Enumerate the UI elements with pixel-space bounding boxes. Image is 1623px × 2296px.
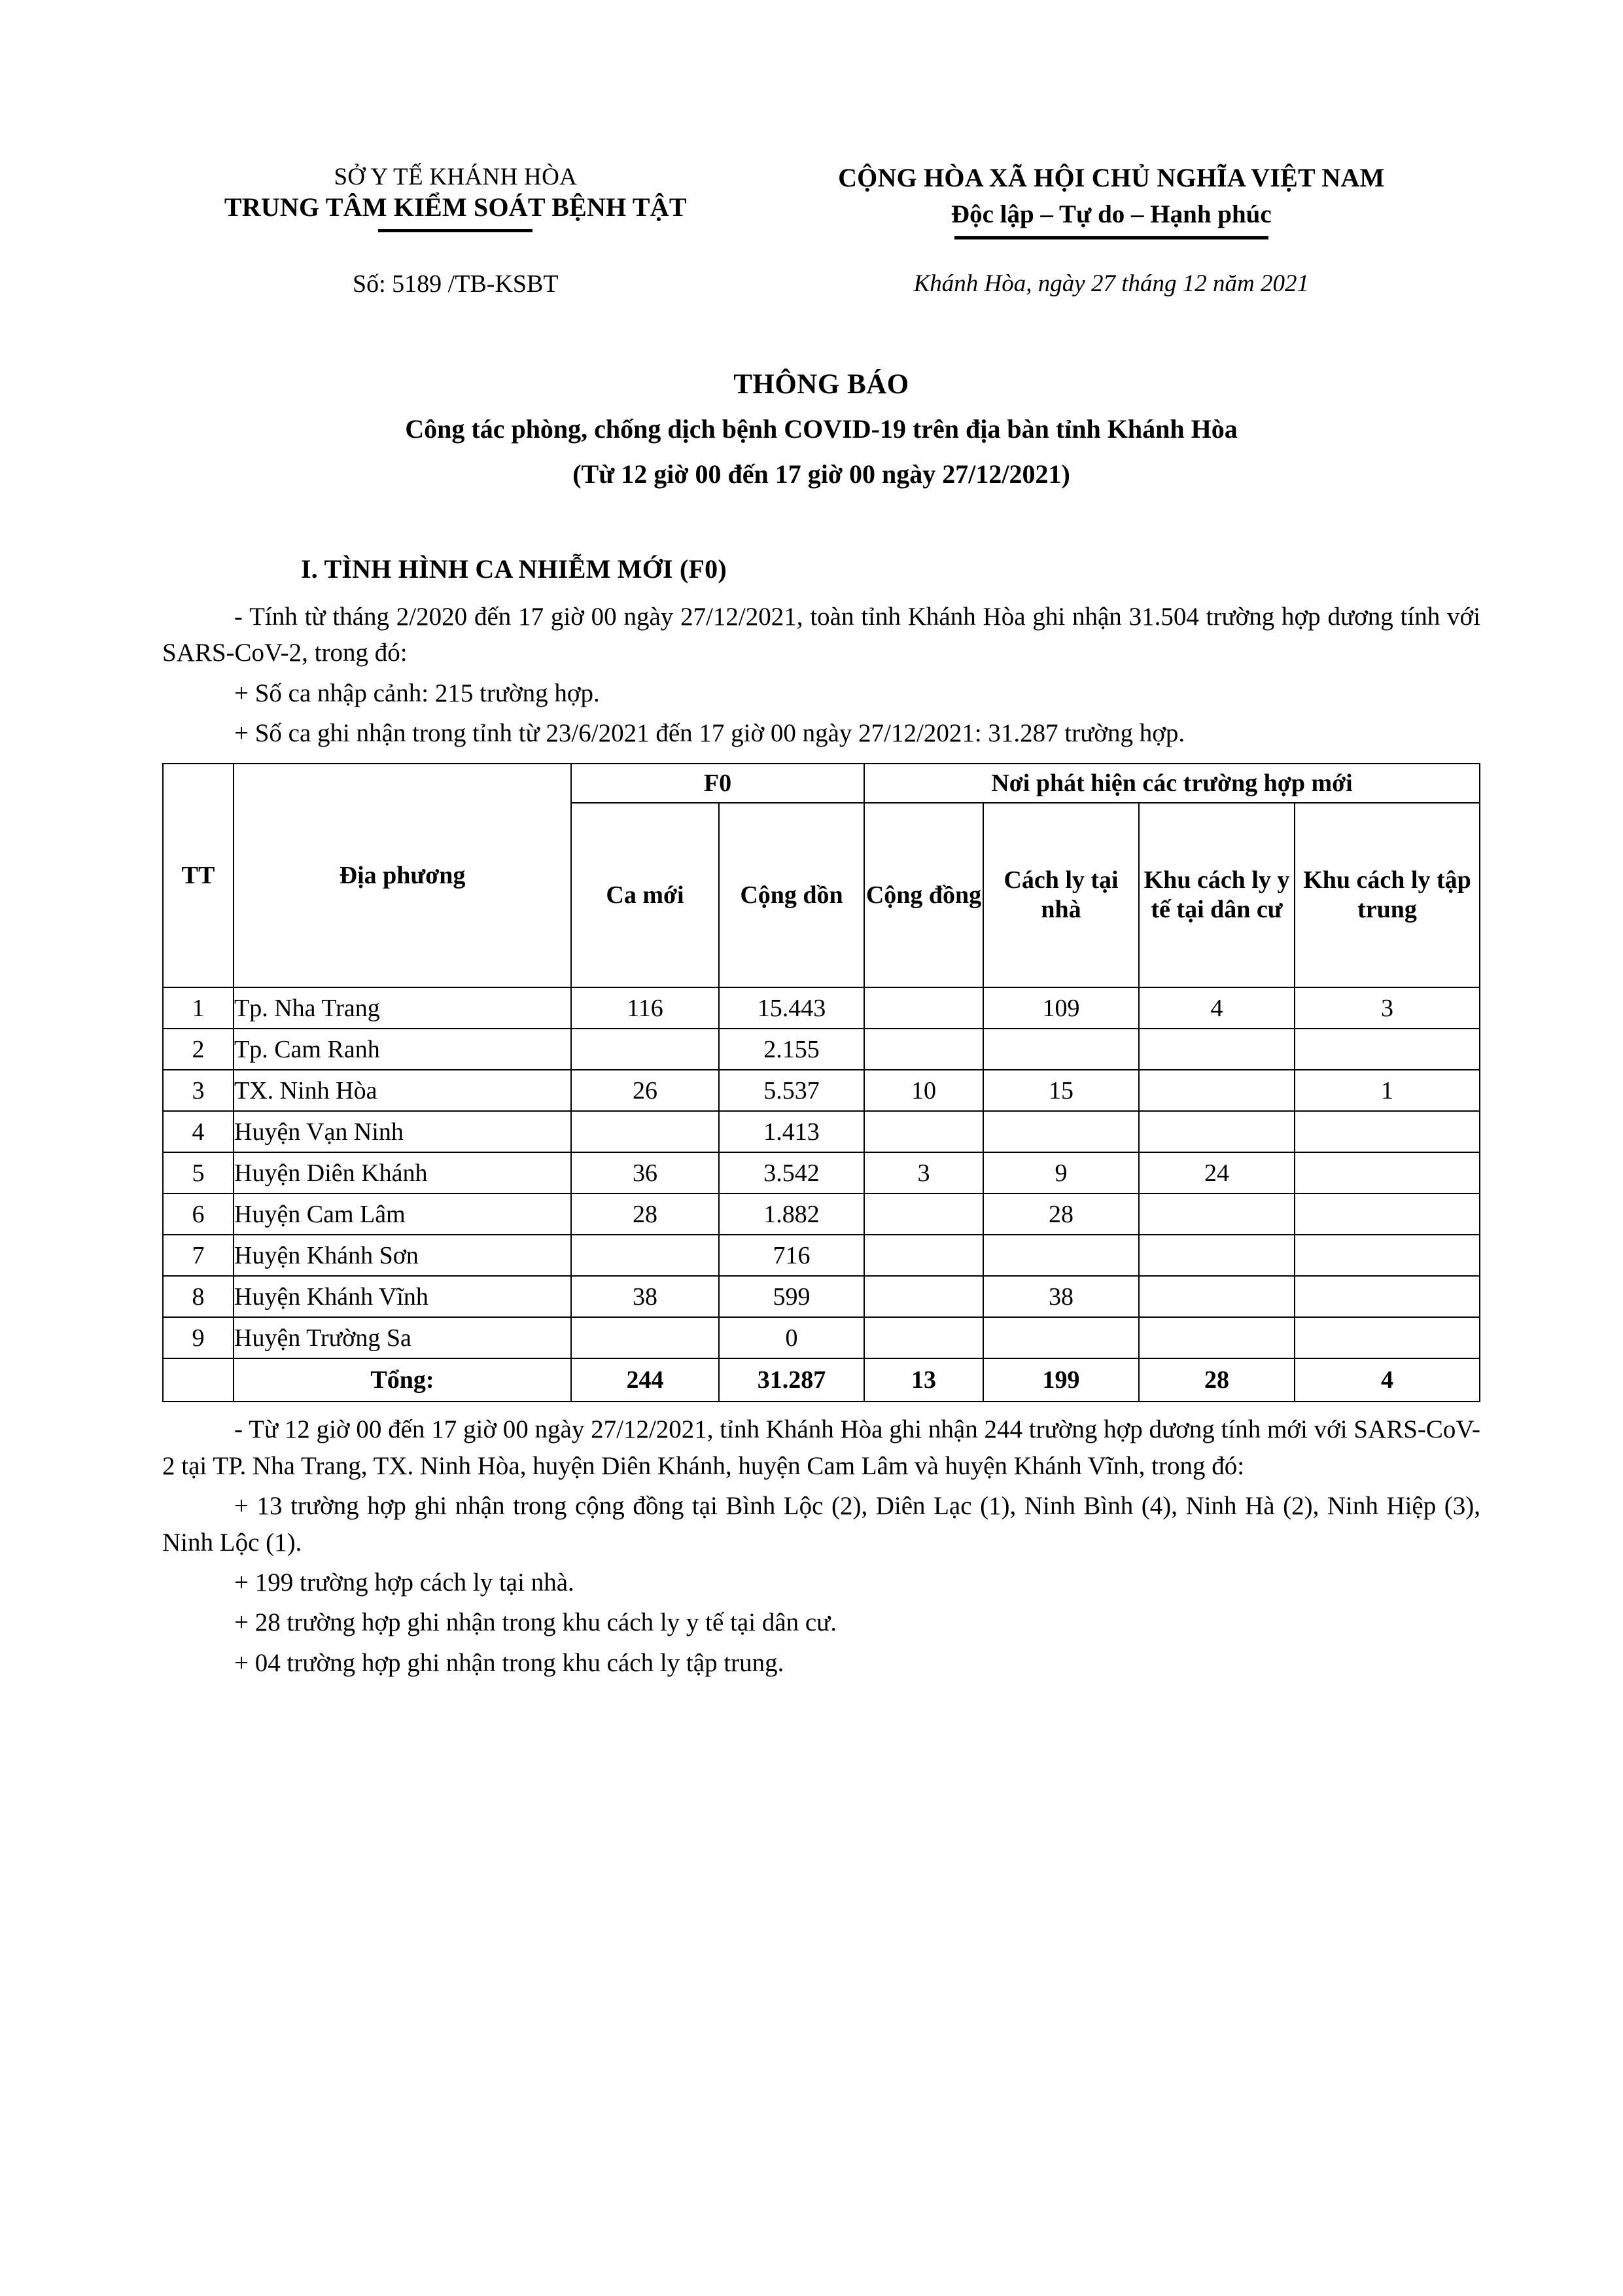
cell-home-isolation: 15 [983, 1070, 1139, 1111]
table-header [163, 764, 1480, 987]
cell-tt: 7 [163, 1235, 234, 1276]
cell-locality: Huyện Cam Lâm [234, 1193, 571, 1235]
document-title-block [162, 366, 1480, 493]
cell-home-isolation [983, 1111, 1139, 1152]
cell-cumulative: 1.882 [719, 1193, 864, 1235]
cell-home-isolation [983, 1317, 1139, 1358]
paragraph-home-isolation-cases: + 199 trường hợp cách ly tại nhà. [234, 1568, 574, 1597]
cell-tt: 6 [163, 1193, 234, 1235]
cell-locality: Huyện Vạn Ninh [234, 1111, 571, 1152]
place-and-date: Khánh Hòa, ngày 27 tháng 12 năm 2021 [913, 270, 1309, 298]
document-header [162, 162, 1480, 239]
table-body [163, 987, 1480, 1402]
cell-centralized-isolation [1295, 1317, 1480, 1358]
cell-centralized-isolation: 3 [1295, 987, 1480, 1029]
cell-new-cases: 28 [571, 1193, 719, 1235]
cell-total-centralized-isolation: 4 [1295, 1358, 1480, 1402]
cell-new-cases: 116 [571, 987, 719, 1029]
cell-total-home-isolation: 199 [983, 1358, 1139, 1402]
cell-community [864, 1235, 983, 1276]
country-name: CỘNG HÒA XÃ HỘI CHỦ NGHĨA VIỆT NAM [838, 163, 1385, 192]
table-total-row [163, 1358, 1480, 1402]
cell-cumulative: 0 [719, 1317, 864, 1358]
paragraph-residential-isolation-cases: + 28 trường hợp ghi nhận trong khu cách ly y tế tại dân cư. [234, 1608, 837, 1637]
col-header-new-cases: Ca mới [571, 803, 719, 987]
cell-tt: 2 [163, 1029, 234, 1070]
cell-cumulative: 3.542 [719, 1152, 864, 1193]
cell-centralized-isolation [1295, 1029, 1480, 1070]
cell-locality: Huyện Diên Khánh [234, 1152, 571, 1193]
header-divider-left [378, 229, 532, 232]
department-name: SỞ Y TẾ KHÁNH HÒA [334, 164, 578, 190]
table-header-group-row [163, 764, 1480, 803]
title-subject-line-1: Công tác phòng, chống dịch bệnh COVID-19 trên địa bàn tỉnh Khánh Hòa [405, 414, 1238, 444]
cell-new-cases: 36 [571, 1152, 719, 1193]
cell-tt: 3 [163, 1070, 234, 1111]
cases-by-locality-table [162, 763, 1480, 1402]
cell-centralized-isolation [1295, 1276, 1480, 1317]
col-header-centralized-isolation: Khu cách ly tập trung [1295, 803, 1480, 987]
cell-residential-isolation [1139, 1317, 1295, 1358]
national-heading-block [742, 162, 1480, 239]
cell-community [864, 1029, 983, 1070]
col-header-home-isolation: Cách ly tại nhà [983, 803, 1139, 987]
cell-locality: Tp. Nha Trang [234, 987, 571, 1029]
cell-centralized-isolation [1295, 1193, 1480, 1235]
cell-residential-isolation [1139, 1029, 1295, 1070]
cell-community: 10 [864, 1070, 983, 1111]
issuing-organization-block [162, 162, 742, 232]
cell-community: 3 [864, 1152, 983, 1193]
cell-new-cases [571, 1111, 719, 1152]
document-number: Số: 5189 /TB-KSBT [352, 270, 559, 298]
cell-residential-isolation: 4 [1139, 987, 1295, 1029]
cell-tt: 4 [163, 1111, 234, 1152]
paragraph-community-cases: + 13 trường hợp ghi nhận trong cộng đồng tại Bình Lộc (2), Diên Lạc (1), Ninh Bình (4), Ninh Hà (2), Ninh Hiệp (3), Ninh Lộc (1). [162, 1492, 1480, 1557]
cell-new-cases [571, 1317, 719, 1358]
cell-cumulative: 599 [719, 1276, 864, 1317]
title-subject-line-2: (Từ 12 giờ 00 đến 17 giờ 00 ngày 27/12/2021) [572, 459, 1070, 489]
cell-tt: 1 [163, 987, 234, 1029]
cell-locality: TX. Ninh Hòa [234, 1070, 571, 1111]
table-row [163, 1317, 1480, 1358]
cell-community [864, 987, 983, 1029]
cell-locality: Huyện Khánh Sơn [234, 1235, 571, 1276]
cell-cumulative: 1.413 [719, 1111, 864, 1152]
cell-centralized-isolation [1295, 1235, 1480, 1276]
cell-cumulative: 2.155 [719, 1029, 864, 1070]
table-row [163, 1276, 1480, 1317]
cell-new-cases [571, 1235, 719, 1276]
cell-total-new-cases: 244 [571, 1358, 719, 1402]
table-row [163, 1029, 1480, 1070]
cell-residential-isolation [1139, 1111, 1295, 1152]
cell-tt: 8 [163, 1276, 234, 1317]
cell-locality: Tp. Cam Ranh [234, 1029, 571, 1070]
document-content [162, 0, 1480, 1681]
cell-cumulative: 5.537 [719, 1070, 864, 1111]
col-group-header-f0: F0 [571, 764, 864, 803]
cell-locality: Huyện Khánh Vĩnh [234, 1276, 571, 1317]
paragraph-centralized-isolation-cases: + 04 trường hợp ghi nhận trong khu cách ly tập trung. [234, 1648, 784, 1677]
paragraph-new-cases-summary: - Từ 12 giờ 00 đến 17 giờ 00 ngày 27/12/2021, tỉnh Khánh Hòa ghi nhận 244 trường hợp dương tính mới với SARS-CoV-2 tại TP. Nha Trang, TX. Ninh Hòa, huyện Diên Khánh, huyện Cam Lâm và huyện Khánh Vĩnh, trong đó: [162, 1415, 1480, 1480]
paragraph-domestic-cases: + Số ca ghi nhận trong tỉnh từ 23/6/2021 đến 17 giờ 00 ngày 27/12/2021: 31.287 trường hợp. [234, 719, 1185, 748]
cell-residential-isolation [1139, 1070, 1295, 1111]
section-heading-1: I. TÌNH HÌNH CA NHIỄM MỚI (F0) [301, 554, 727, 584]
table-row [163, 1070, 1480, 1111]
cell-centralized-isolation [1295, 1152, 1480, 1193]
cell-total-community: 13 [864, 1358, 983, 1402]
cell-community [864, 1193, 983, 1235]
cell-tt: 9 [163, 1317, 234, 1358]
document-meta-row [162, 270, 1480, 298]
cell-total-residential-isolation: 28 [1139, 1358, 1295, 1402]
table-row [163, 1193, 1480, 1235]
table-row [163, 1111, 1480, 1152]
col-header-residential-medical-isolation: Khu cách ly y tế tại dân cư [1139, 803, 1295, 987]
cell-total-blank [163, 1358, 234, 1402]
paragraph-total-cases: - Tính từ tháng 2/2020 đến 17 giờ 00 ngày 27/12/2021, toàn tỉnh Khánh Hòa ghi nhận 31.504 trường hợp dương tính với SARS-CoV-2, trong đó: [162, 602, 1480, 667]
col-header-community: Cộng đồng [864, 803, 983, 987]
cell-residential-isolation [1139, 1235, 1295, 1276]
cell-residential-isolation [1139, 1193, 1295, 1235]
cell-community [864, 1111, 983, 1152]
cell-locality: Huyện Trường Sa [234, 1317, 571, 1358]
cell-cumulative: 15.443 [719, 987, 864, 1029]
cell-total-label: Tổng: [234, 1358, 571, 1402]
col-group-header-detection-place: Nơi phát hiện các trường hợp mới [864, 764, 1480, 803]
col-header-locality: Địa phương [234, 764, 571, 987]
cell-centralized-isolation [1295, 1111, 1480, 1152]
cell-home-isolation [983, 1235, 1139, 1276]
national-motto: Độc lập – Tự do – Hạnh phúc [951, 200, 1272, 228]
table-row [163, 987, 1480, 1029]
cell-new-cases: 38 [571, 1276, 719, 1317]
cell-home-isolation: 38 [983, 1276, 1139, 1317]
cell-community [864, 1317, 983, 1358]
cell-home-isolation: 109 [983, 987, 1139, 1029]
cell-new-cases [571, 1029, 719, 1070]
cell-home-isolation: 9 [983, 1152, 1139, 1193]
cell-home-isolation: 28 [983, 1193, 1139, 1235]
center-name: TRUNG TÂM KIỂM SOÁT BỆNH TẬT [224, 192, 687, 222]
cell-centralized-isolation: 1 [1295, 1070, 1480, 1111]
cell-new-cases: 26 [571, 1070, 719, 1111]
cell-home-isolation [983, 1029, 1139, 1070]
cell-community [864, 1276, 983, 1317]
col-header-cumulative: Cộng dồn [719, 803, 864, 987]
col-header-tt: TT [163, 764, 234, 987]
cell-cumulative: 716 [719, 1235, 864, 1276]
cell-residential-isolation [1139, 1276, 1295, 1317]
table-row [163, 1235, 1480, 1276]
cell-total-cumulative: 31.287 [719, 1358, 864, 1402]
cell-tt: 5 [163, 1152, 234, 1193]
paragraph-imported-cases: + Số ca nhập cảnh: 215 trường hợp. [234, 679, 600, 707]
cell-residential-isolation: 24 [1139, 1152, 1295, 1193]
page-title: THÔNG BÁO [733, 369, 909, 400]
table-row [163, 1152, 1480, 1193]
header-divider-right [954, 236, 1268, 239]
